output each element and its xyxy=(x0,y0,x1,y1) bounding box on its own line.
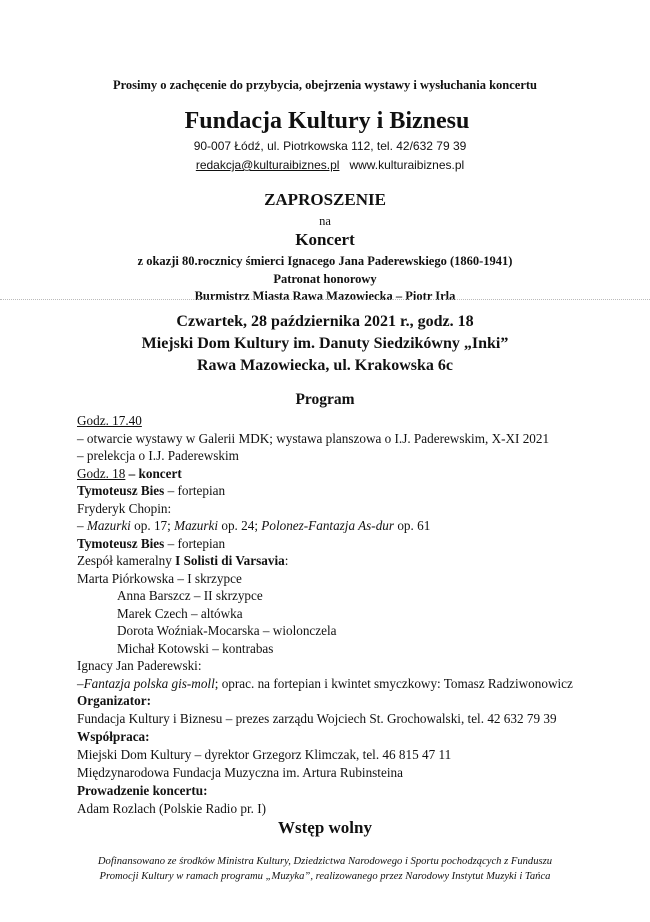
host-label: Prowadzenie koncertu: xyxy=(77,783,208,798)
organization-address: 90-007 Łódź, ul. Piotrkowska 112, tel. 42/632 79 39 xyxy=(193,139,467,153)
composer-chopin: Fryderyk Chopin: xyxy=(77,500,172,516)
free-entry: Wstęp wolny xyxy=(278,818,372,837)
performer-pianist-2 xyxy=(77,535,637,553)
work-2: Mazurki xyxy=(174,518,219,533)
program-time-1: Godz. 17.40 xyxy=(77,413,142,428)
cooperation-label: Współpraca: xyxy=(77,729,150,744)
pianist-2-role: – fortepian xyxy=(164,535,226,551)
work-2-opus: op. 24; xyxy=(218,518,262,533)
cooperation-text-1: Miejski Dom Kultury – dyrektor Grzegorz Klimczak, tel. 46 815 47 11 xyxy=(77,747,452,762)
final-work-dash: – xyxy=(77,675,84,691)
musician-item: Anna Barszcz – II skrzypce xyxy=(117,588,263,603)
work-1: Mazurki xyxy=(86,518,131,533)
program-list xyxy=(77,412,637,692)
musician-item: Marek Czech – altówka xyxy=(117,605,243,621)
work-3-opus: op. 61 xyxy=(394,518,431,533)
organizer-text: Fundacja Kultury i Biznesu – prezes zarządu Wojciech St. Grochowalski, tel. 42 632 79 39 xyxy=(77,711,557,726)
ensemble-name: I Solisti di Varsavia xyxy=(175,553,285,568)
contact-spacer xyxy=(343,158,346,172)
cooperation-text-2: Międzynarodowa Fundacja Muzyczna im. Artura Rubinsteina xyxy=(77,765,403,780)
patronage-name: Burmistrz Miasta Rawa Mazowiecka – Piotr Irla xyxy=(194,289,456,303)
organization-section xyxy=(77,692,637,818)
funding-line-2: Promocji Kultury w ramach programu „Muzyka”, realizowanego przez Narodowy Instytut Muzyki i Tańca xyxy=(99,871,551,882)
works-dash: – xyxy=(77,518,87,533)
ensemble-suffix: : xyxy=(284,553,289,568)
performer-pianist-1 xyxy=(77,482,637,500)
program-time-2-suffix: – koncert xyxy=(125,465,182,481)
event-address: Rawa Mazowiecka, ul. Krakowska 6c xyxy=(197,357,453,374)
concert-title: Koncert xyxy=(295,230,355,249)
host-text: Adam Rozlach (Polskie Radio pr. I) xyxy=(77,801,266,816)
chopin-works xyxy=(77,517,637,535)
event-date: Czwartek, 28 października 2021 r., godz. 18 xyxy=(176,313,474,330)
invitation-na: na xyxy=(319,214,331,228)
program-time-2-label: Godz. 18 xyxy=(77,465,126,481)
patronage-label: Patronat honorowy xyxy=(273,272,377,286)
email-link[interactable]: redakcja@kulturaibiznes.pl xyxy=(195,158,340,172)
work-3: Polonez-Fantazja As-dur xyxy=(261,518,395,533)
musician-item: Marta Piórkowska – I skrzypce xyxy=(77,570,242,586)
work-1-opus: op. 17; xyxy=(130,518,175,533)
pianist-1-role: – fortepian xyxy=(164,483,226,498)
final-work-suffix: ; oprac. na fortepian i kwintet smyczkowy: Tomasz Radziwonowicz xyxy=(214,675,573,691)
ensemble-line xyxy=(77,552,637,570)
organization-name: Fundacja Kultury i Biznesu xyxy=(184,108,470,134)
funding-line-1: Dofinansowano ze środków Ministra Kultury, Dziedzictwa Narodowego i Sportu pochodzących z Funduszu xyxy=(97,856,553,867)
organizer-label: Organizator: xyxy=(77,693,151,708)
program-exhibition: – otwarcie wystawy w Galerii MDK; wystawa planszowa o I.J. Paderewskim, X-XI 2021 xyxy=(77,430,550,446)
final-work xyxy=(77,675,637,693)
musician-item: Michał Kotowski – kontrabas xyxy=(117,640,274,656)
scan-fold-line xyxy=(0,299,650,300)
composer-paderewski: Ignacy Jan Paderewski: xyxy=(77,658,202,673)
final-work-title: Fantazja polska gis-moll xyxy=(83,675,215,691)
musician-item: Dorota Woźniak-Mocarska – wiolonczela xyxy=(117,623,337,638)
pianist-2-name: Tymoteusz Bies xyxy=(77,535,165,551)
website-link[interactable]: www.kulturaibiznes.pl xyxy=(349,158,465,172)
pianist-1-name: Tymoteusz Bies xyxy=(77,483,165,498)
event-venue: Miejski Dom Kultury im. Danuty Siedzikówny „Inki” xyxy=(141,335,509,352)
funding-note xyxy=(0,854,650,884)
program-lecture: – prelekcja o I.J. Paderewskim xyxy=(77,448,239,463)
program-time-2 xyxy=(77,465,637,483)
invitation-title: ZAPROSZENIE xyxy=(264,190,386,209)
program-heading: Program xyxy=(295,391,355,408)
ensemble-prefix: Zespół kameralny xyxy=(77,553,176,568)
invite-request-line: Prosimy o zachęcenie do przybycia, obejrzenia wystawy i wysłuchania koncertu xyxy=(112,78,538,92)
organization-contact xyxy=(0,158,650,172)
concert-occasion: z okazji 80.rocznicy śmierci Ignacego Jana Paderewskiego (1860-1941) xyxy=(137,254,513,268)
